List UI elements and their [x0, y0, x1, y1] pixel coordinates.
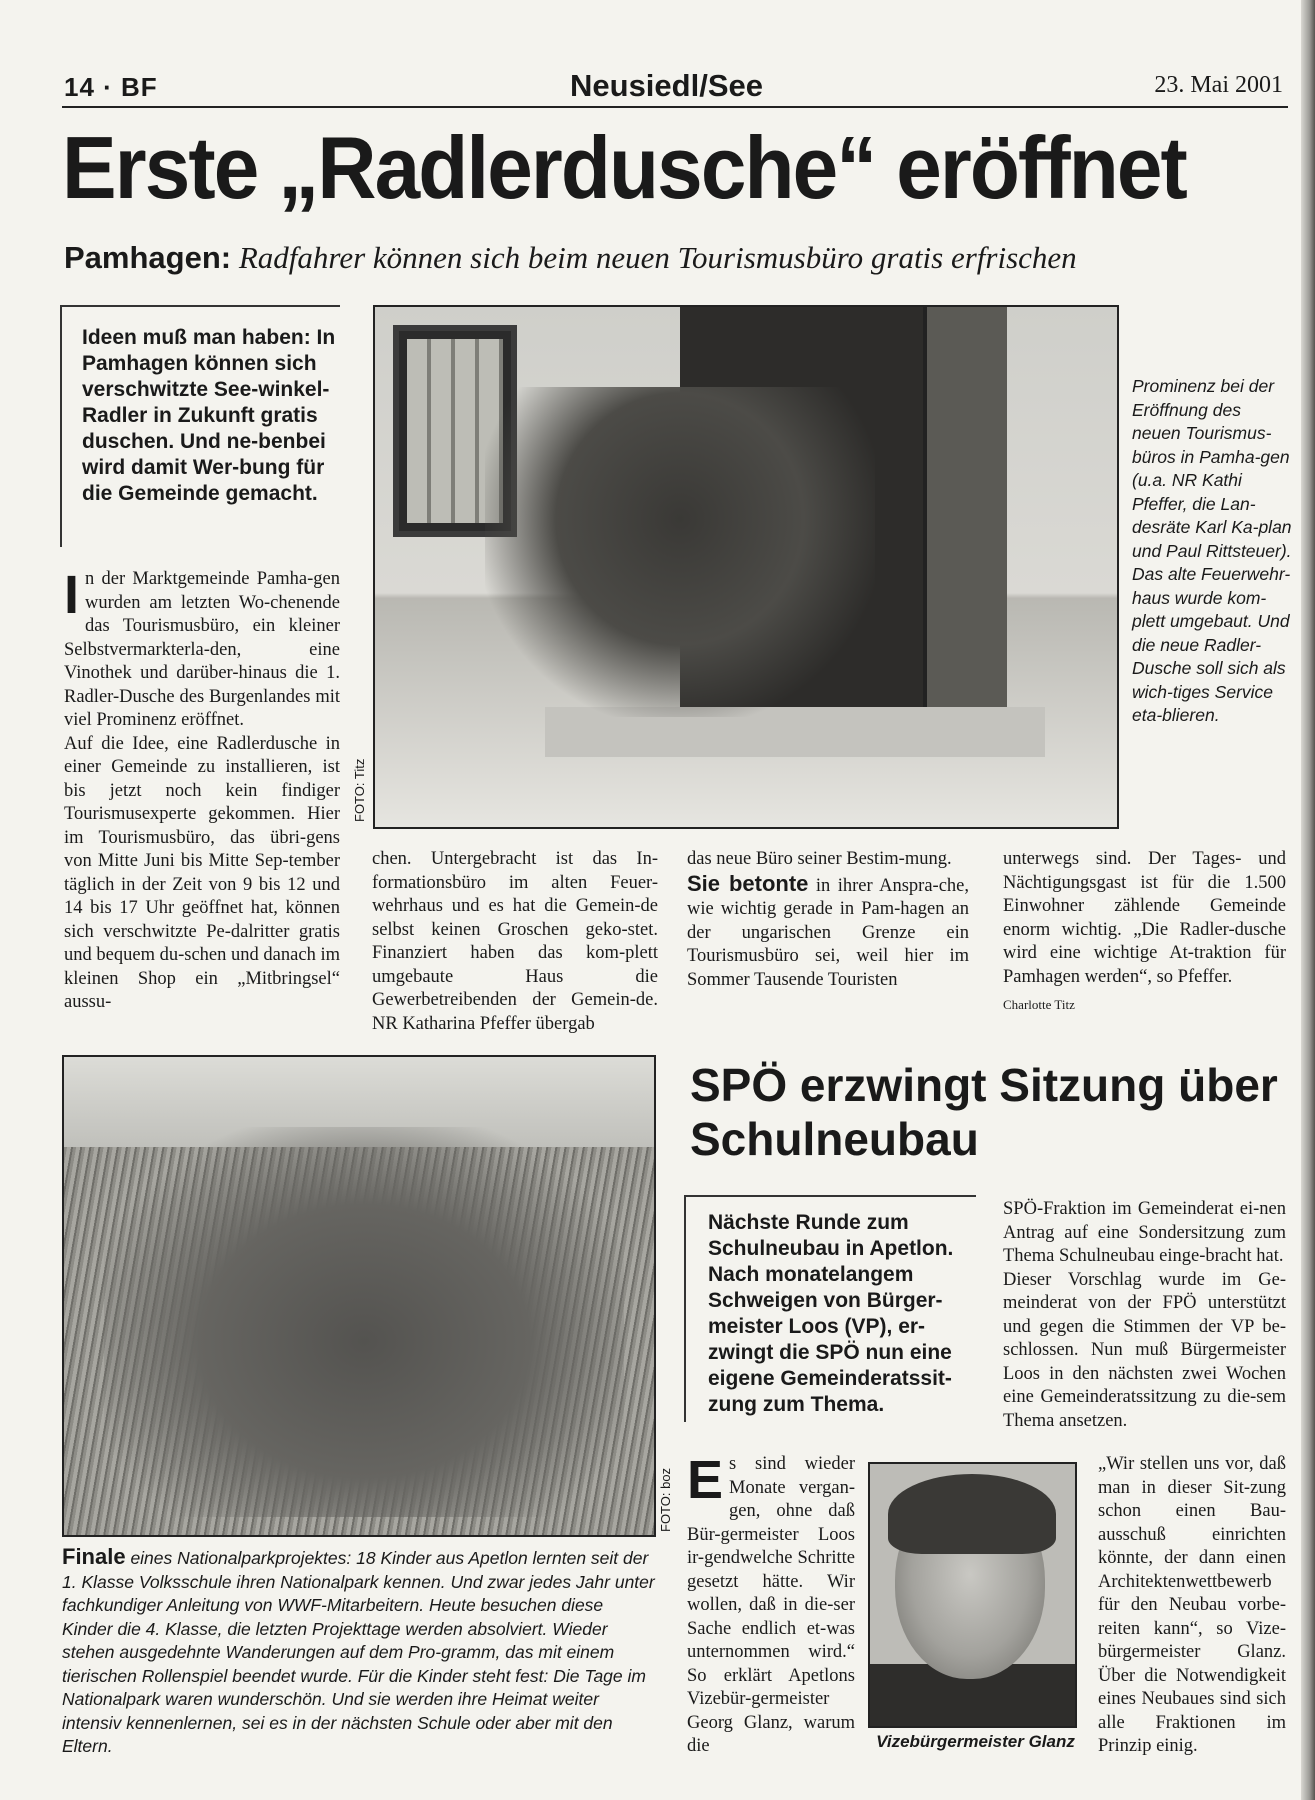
article2-column-1 [687, 1450, 855, 1759]
article1-paragraph-3: das neue Büro seiner Bestim-mung. [687, 849, 952, 869]
headline: Erste „Radlerdusche“ eröffnet [62, 118, 1186, 217]
header-rule [62, 106, 1288, 108]
article1-paragraph-1: n der Marktgemeinde Pamha-gen wurden am letzten Wo-chenende das Tourismusbüro, ein kleiner Selbstvermarkterla-den, eine Vinothek und darüber-hinaus die 1. Radler-Dusche des Burgenlandes mit viel Prominenz eröffnet. [64, 569, 340, 730]
article1-paragraph-4: in ihrer Anspra-che, wie wichtig gerade in Pam-hagen an der ungarischen Grenze ein Tourismusbüro sei, weil hier im Sommer Tausende Touristen [687, 875, 969, 990]
caption-text: eines Nationalparkprojektes: 18 Kinder aus Apetlon lernten seit der 1. Klasse Volksschule ihren Nationalpark kennen. Und zwar jedes Jahr unter fachkundiger Anleitung von WWF-Mitarbeitern. Heute besuchen diese Kinder die 4. Klasse, die letzten Projekttage werden absolviert. Wieder stehen ausgedehnte Wanderungen auf dem Pro-gramm, das mit einem tierischen Rollenspiel beendet wurde. Für die Kinder steht fest: Die Tage im Nationalpark waren wunderschön. Und sie werden ihre Heimat weiter intensiv kennenlernen, sei es in der nächsten Schule oder aber mit den Eltern. [62, 1548, 655, 1756]
article1-column-2: chen. Untergebracht ist das In-formationsbüro im alten Feuer-wehrhaus und es hat die Gemein-de selbst keinen Groschen geko-stet. Finanziert haben das kom-plett umgebaute Haus die Gewerbetreibenden der Gemein-de. NR Katharina Pfeffer übergab [372, 849, 658, 1034]
subheadline [64, 240, 1077, 276]
headline-2: SPÖ erzwingt Sitzung über Schulneubau [690, 1059, 1278, 1165]
photo-group-of-people [485, 387, 875, 717]
photo-story-caption [62, 1545, 658, 1759]
page-edge [1301, 0, 1315, 1800]
photo-children-group [104, 1127, 624, 1517]
page-number: 14 · BF [64, 72, 158, 102]
section-title: Neusiedl/See [570, 68, 763, 103]
portrait-caption: Vizebürgermeister Glanz [876, 1732, 1075, 1751]
portrait-photo [868, 1462, 1077, 1728]
article1-column-4 [1003, 848, 1286, 1017]
byline: Charlotte Titz [1003, 997, 1075, 1012]
photo-credit: FOTO: Titz [352, 758, 367, 822]
subheadline-kicker: Pamhagen: [64, 240, 232, 275]
opening-photo [373, 305, 1119, 829]
subheadline-deck: Radfahrer können sich beim neuen Tourismusbüro gratis erfrischen [238, 240, 1077, 275]
run-in-head: Sie betonte [687, 870, 809, 896]
lead-text: Ideen muß man haben: In Pamhagen können sich verschwitzte See-winkel-Radler in Zukunft gratis duschen. Und ne-benbei wird damit Wer-bung für die Gemeinde gemacht. [82, 326, 336, 505]
article2-paragraph-3: Dieser Vorschlag wurde im Ge-meinderat von der FPÖ unterstützt und gegen die Stimmen der VP be-schlossen. Nun muß Bürgermeister Loos in den nächsten zwei Wochen eine Gemeinderatssitzung zu die-sem Thema ansetzen. [1003, 1269, 1286, 1431]
photo-credit-2: FOTO: boz [658, 1467, 673, 1532]
photo-caption: Prominenz bei der Eröffnung des neuen Tourismus-büros in Pamha-gen (u.a. NR Kathi Pfeffer, die Lan-desräte Karl Ka-plan und Paul Rittsteuer). Das alte Feuerwehr-haus wurde kom-plett umgebaut. Und die neue Radler-Dusche soll sich als wich-tiges Service eta-blieren. [1132, 376, 1292, 725]
portrait-hair [888, 1474, 1056, 1554]
article1-column-1 [64, 565, 340, 1015]
article1-paragraph-5: unterwegs sind. Der Tages- und Nächtigungsgast ist für die 1.500 Einwohner zählende Gemeinde enorm wichtig. „Die Radler-dusche wird eine wichtige At-traktion für Pamhagen werden“, so Pfeffer. [1003, 849, 1286, 987]
article2-column-3: „Wir stellen uns vor, daß man in dieser Sit-zung schon einen Bau-ausschuß einrichten könnte, der dann einen Architektenwettbewerb für den Neubau vorbe-reiten kann“, so Vize-bürgermeister Glanz. Über die Notwendigkeit eines Neubaues sind sich alle Fraktionen im Prinzip einig. [1098, 1454, 1286, 1756]
issue-date: 23. Mai 2001 [1154, 72, 1283, 98]
article2-paragraph-2: SPÖ-Fraktion im Gemeinderat ei-nen Antrag auf eine Sondersitzung zum Thema Schulneubau einge-bracht hat. [1003, 1199, 1286, 1266]
lead-text-2: Nächste Runde zum Schulneubau in Apetlon. Nach monatelangem Schweigen von Bürger-meister Loos (VP), er-zwingt die SPÖ nun eine eigene Gemeinderatssit-zung zum Thema. [708, 1211, 954, 1416]
article2-column-2 [1003, 1198, 1286, 1433]
dropcap: I [64, 565, 80, 625]
article1-paragraph-2: Auf die Idee, eine Radlerdusche in einer Gemeinde zu installieren, ist bis jetzt noch kein findiger Tourismusexperte gekommen. Hier im Tourismusbüro, das übri-gens von Mitte Juni bis Mitte Sep-tember täglich in der Zeit von 9 bis 12 und 14 bis 17 Uhr geöffnet hat, können sich verschwitzte Pe-dalritter gratis und bequem du-schen und danach im kleinen Shop ein „Mitbringsel“ aussu- [64, 733, 340, 1012]
photo-door [923, 307, 1007, 737]
article1-column-3 [687, 848, 969, 992]
dropcap-2: E [687, 1450, 724, 1510]
national-park-photo [62, 1055, 656, 1537]
caption-kicker: Finale [62, 1544, 126, 1569]
article2-paragraph-1: s sind wieder Monate vergan-gen, ohne daß Bür-germeister Loos ir-gendwelche Schritte gesetzt hätte. Wir wollen, daß in die-ser Sache endlich et-was unternommen wird.“ So erklärt Apetlons Vizebür-germeister Georg Glanz, warum die [687, 1454, 855, 1756]
